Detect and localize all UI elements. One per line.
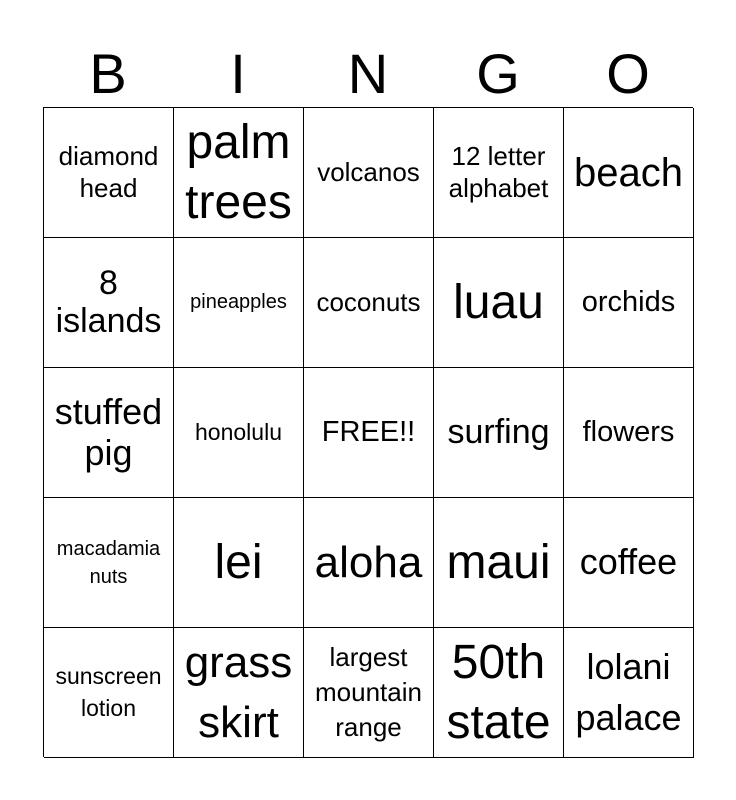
- cell-label: sunscreen lotion: [55, 663, 162, 721]
- bingo-cell[interactable]: [564, 368, 694, 498]
- cell-label: macadamia nuts: [56, 537, 161, 588]
- cell-label: stuffed pig: [54, 391, 163, 473]
- header-letter-n: N: [347, 42, 389, 105]
- cell-label: diamond head: [58, 141, 159, 203]
- bingo-cell[interactable]: [174, 628, 304, 758]
- bingo-cell[interactable]: [564, 498, 694, 628]
- bingo-board: [43, 107, 693, 757]
- bingo-cell[interactable]: [304, 238, 434, 368]
- bingo-cell[interactable]: [304, 368, 434, 498]
- bingo-cell[interactable]: [434, 628, 564, 758]
- cell-label: surfing: [447, 412, 550, 451]
- bingo-cell[interactable]: [174, 238, 304, 368]
- cell-label: maui: [446, 535, 551, 589]
- bingo-cell[interactable]: [44, 368, 174, 498]
- cell-label: 8 islands: [55, 264, 162, 340]
- bingo-cell[interactable]: [304, 498, 434, 628]
- bingo-cell[interactable]: [304, 628, 434, 758]
- cell-label: grass skirt: [184, 638, 293, 747]
- bingo-cell[interactable]: [434, 108, 564, 238]
- bingo-cell[interactable]: [44, 498, 174, 628]
- bingo-cell[interactable]: [434, 368, 564, 498]
- cell-label: 12 letter alphabet: [448, 141, 549, 203]
- bingo-header: [43, 40, 693, 108]
- cell-label: volcanos: [317, 156, 420, 187]
- cell-label: pineapples: [190, 291, 287, 313]
- cell-label: FREE!!: [321, 415, 416, 448]
- cell-label: orchids: [581, 285, 676, 318]
- cell-label: luau: [453, 275, 544, 329]
- bingo-cell[interactable]: [174, 368, 304, 498]
- header-letter-o: O: [606, 42, 650, 105]
- cell-label: 50th state: [446, 635, 551, 749]
- bingo-cell[interactable]: [434, 238, 564, 368]
- cell-label: coconuts: [316, 286, 421, 317]
- cell-label: coffee: [579, 541, 678, 583]
- cell-label: honolulu: [195, 419, 282, 446]
- cell-label: lei: [214, 535, 263, 589]
- header-letter-g: G: [476, 42, 520, 105]
- header-letter-b: B: [89, 42, 127, 105]
- cell-label: palm trees: [185, 115, 292, 229]
- cell-label: flowers: [582, 415, 675, 448]
- bingo-cell[interactable]: [434, 498, 564, 628]
- bingo-cell[interactable]: [44, 238, 174, 368]
- bingo-cell[interactable]: [564, 238, 694, 368]
- bingo-cell[interactable]: [304, 108, 434, 238]
- cell-label: aloha: [314, 537, 423, 587]
- bingo-cell[interactable]: [564, 628, 694, 758]
- bingo-cell[interactable]: [564, 108, 694, 238]
- header-letter-i: I: [230, 42, 246, 105]
- bingo-cell[interactable]: [44, 628, 174, 758]
- bingo-cell[interactable]: [174, 108, 304, 238]
- bingo-cell[interactable]: [174, 498, 304, 628]
- bingo-cell[interactable]: [44, 108, 174, 238]
- cell-label: largest mountain range: [315, 641, 422, 743]
- cell-label: beach: [574, 150, 683, 195]
- cell-label: lolani palace: [575, 646, 682, 738]
